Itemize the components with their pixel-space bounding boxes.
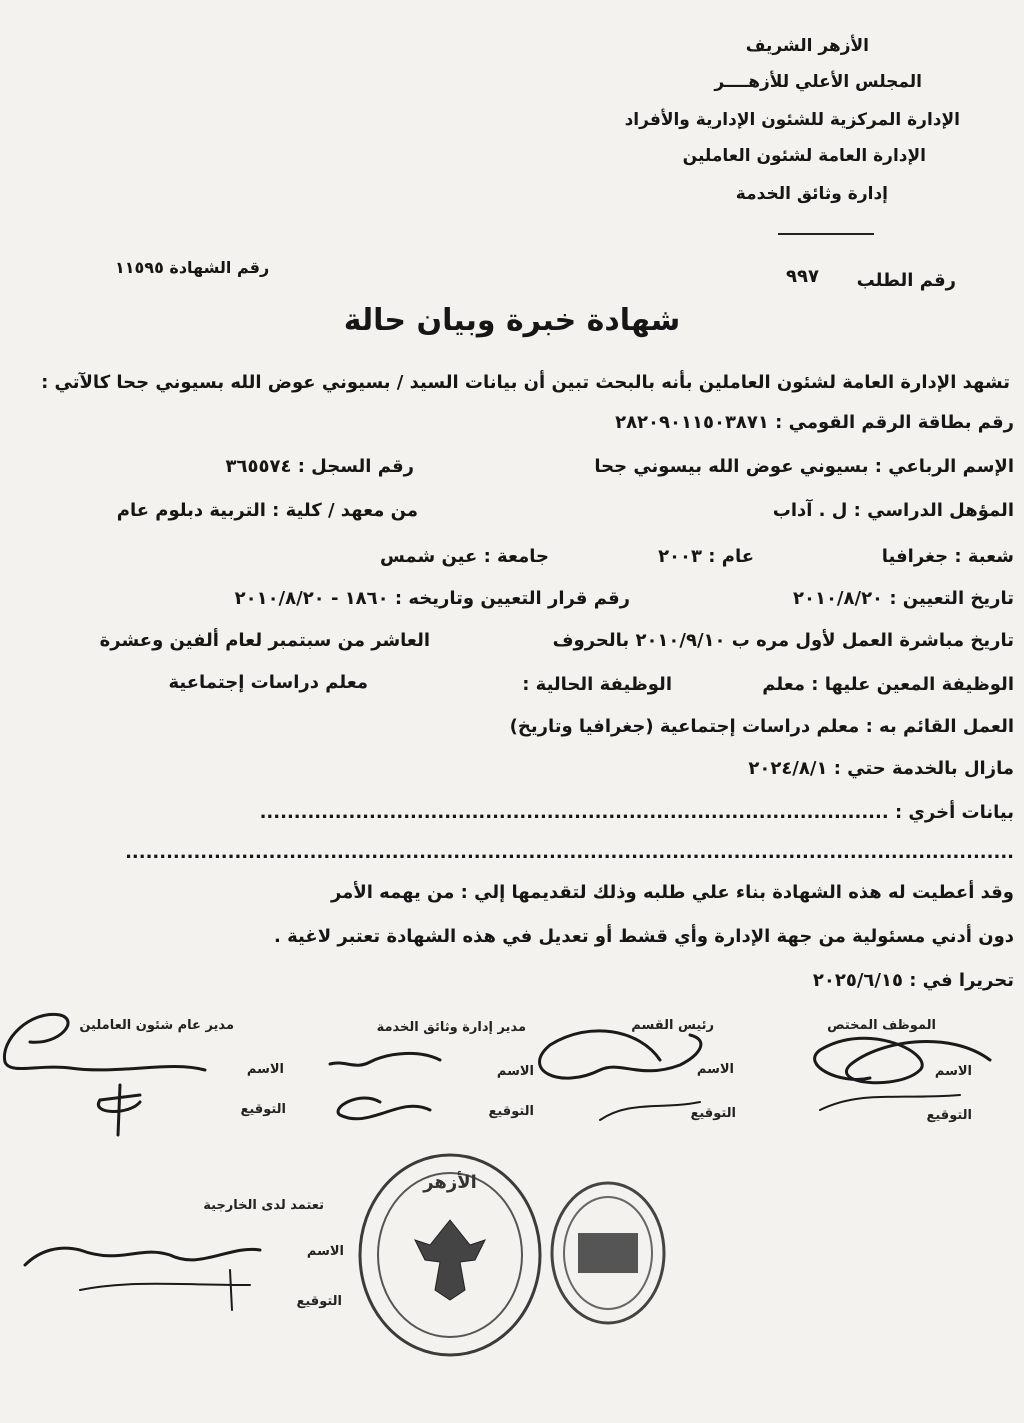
- docs-manager-name-label: الاسم: [496, 1064, 534, 1079]
- foreign-signature-drawing: [20, 1210, 340, 1330]
- start-work-date-words: العاشر من سبتمبر لعام ألفين وعشرة: [99, 630, 430, 651]
- hr-manager-title: مدير عام شئون العاملين: [79, 1018, 234, 1033]
- clerk-title: الموظف المختص: [827, 1018, 936, 1033]
- document-title: شهادة خبرة وبيان حالة: [343, 303, 681, 338]
- docs-manager-signature: [330, 1053, 440, 1065]
- hr-manager-sign-mark: [98, 1085, 140, 1135]
- division: شعبة : جغرافيا: [881, 546, 1014, 567]
- foreign-signature: [25, 1248, 260, 1265]
- foreign-affairs-note: تعتمد لدى الخارجية: [203, 1198, 324, 1213]
- issue-date: تحريرا في : ٢٠٢٥/٦/١٥: [812, 970, 1014, 991]
- header-line-central-admin: الإدارة المركزية للشئون الإدارية والأفراد: [624, 110, 960, 130]
- hr-manager-signature: [4, 1014, 205, 1070]
- graduation-year: عام : ٢٠٠٣: [658, 546, 754, 567]
- azhar-seal: [355, 1150, 545, 1360]
- section-head-sign-label: التوقيع: [690, 1106, 736, 1121]
- other-data-dots: ..................................................................................................................................: [125, 842, 1014, 863]
- qualification: المؤهل الدراسي : ل . آداب: [772, 500, 1014, 521]
- section-head-signature: [540, 1031, 701, 1078]
- request-number: ٩٩٧: [786, 266, 819, 287]
- signatures-drawing: [0, 990, 1024, 1150]
- certificate-number: رقم الشهادة ١١٥٩٥: [115, 258, 270, 277]
- header-line-service-docs: إدارة وثائق الخدمة: [735, 184, 888, 204]
- full-name: الإسم الرباعي : بسيوني عوض الله بيسوني جحا: [594, 456, 1014, 477]
- work-done: العمل القائم به : معلم دراسات إجتماعية (جغرافيا وتاريخ): [509, 716, 1014, 737]
- other-data: بيانات أخري : ............................................................................................: [259, 802, 1014, 823]
- clerk-sign-mark: [820, 1095, 960, 1110]
- docs-manager-sign-mark: [338, 1098, 430, 1119]
- appointment-decision: رقم قرار التعيين وتاريخه : ١٨٦٠ - ٢٠١٠/٨/٢٠: [234, 588, 630, 609]
- foreign-sign-label: التوقيع: [296, 1294, 342, 1309]
- hr-manager-name-label: الاسم: [246, 1062, 284, 1077]
- header-line-council: المجلس الأعلي للأزهــــر: [714, 72, 922, 92]
- current-job-label: الوظيفة الحالية :: [522, 674, 672, 695]
- clerk-signature: [815, 1038, 990, 1083]
- header-line-general-admin: الإدارة العامة لشئون العاملين: [682, 146, 926, 166]
- clerk-sign-label: التوقيع: [926, 1108, 972, 1123]
- hr-manager-sign-label: التوقيع: [240, 1102, 286, 1117]
- clerk-name-label: الاسم: [934, 1064, 972, 1079]
- appointment-date: تاريخ التعيين : ٢٠١٠/٨/٢٠: [792, 588, 1014, 609]
- appointed-job: الوظيفة المعين عليها : معلم: [762, 674, 1014, 695]
- section-head-name-label: الاسم: [696, 1062, 734, 1077]
- current-job: معلم دراسات إجتماعية: [168, 672, 368, 693]
- university: جامعة : عين شمس: [379, 546, 549, 567]
- eagle-emblem-icon: [415, 1220, 485, 1300]
- foreign-sign-mark: [80, 1270, 250, 1310]
- stamp-emblem-icon: [578, 1233, 638, 1273]
- closing-line-1: وقد أعطيت له هذه الشهادة بناء علي طلبه وذلك لتقديمها إلي : من يهمه الأمر: [330, 882, 1014, 903]
- header-divider: [778, 233, 874, 235]
- docs-manager-sign-label: التوقيع: [488, 1104, 534, 1119]
- start-work-date: تاريخ مباشرة العمل لأول مره ب ٢٠١٠/٩/١٠ بالحروف: [552, 630, 1014, 651]
- national-id: رقم بطاقة الرقم القومي : ٢٨٢٠٩٠١١٥٠٣٨٧١: [615, 412, 1014, 433]
- header-line-azhar: الأزهر الشريف: [745, 36, 869, 56]
- request-number-label: رقم الطلب: [856, 270, 956, 291]
- institute: من معهد / كلية : التربية دبلوم عام: [116, 500, 418, 521]
- foreign-name-label: الاسم: [306, 1244, 344, 1259]
- registry-number: رقم السجل : ٣٦٥٥٧٤: [225, 456, 414, 477]
- docs-manager-title: مدير إدارة وثائق الخدمة: [376, 1020, 526, 1035]
- closing-line-2: دون أدني مسئولية من جهة الإدارة وأي قشط أو تعديل في هذه الشهادة تعتبر لاغية .: [274, 926, 1014, 947]
- stamp-seal: [548, 1178, 668, 1328]
- section-head-sign-mark: [600, 1102, 700, 1120]
- seal-text: الأزهر: [423, 1172, 477, 1193]
- in-service-until: مازال بالخدمة حتي : ٢٠٢٤/٨/١: [748, 758, 1014, 779]
- intro-line: تشهد الإدارة العامة لشئون العاملين بأنه بالبحث تبين أن بيانات السيد / بسيوني عوض الله بسيوني جحا كالآتي :: [41, 372, 1010, 393]
- section-head-title: رئيس القسم: [631, 1018, 714, 1033]
